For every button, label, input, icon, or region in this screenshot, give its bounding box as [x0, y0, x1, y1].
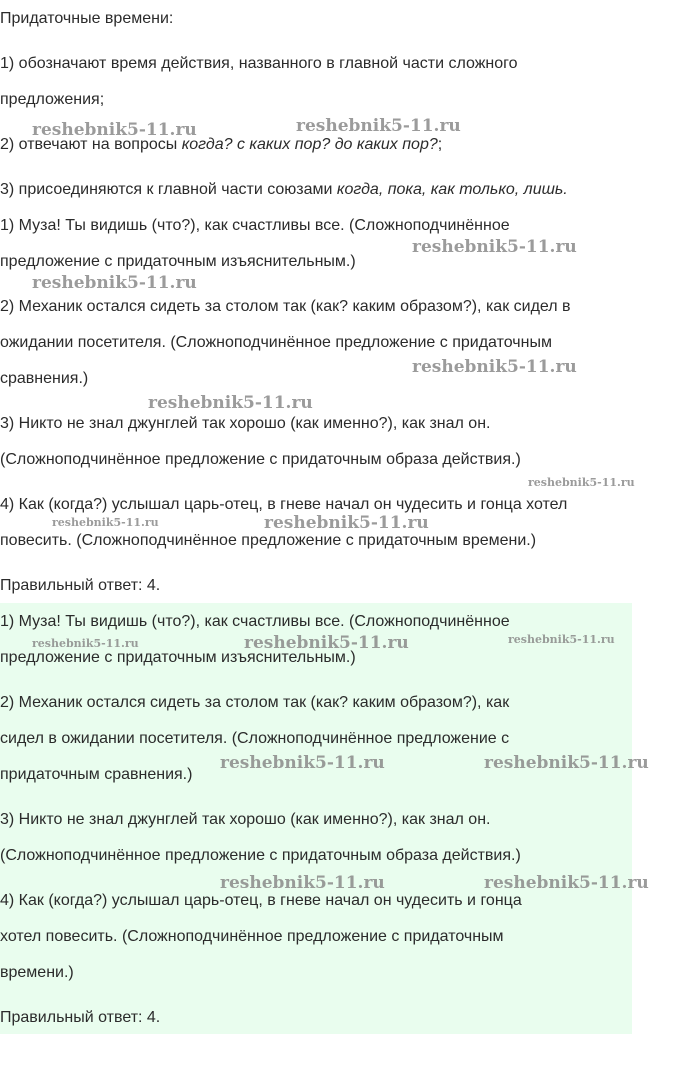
- answer-box-s2-line-1: 2) Механик остался сидеть за столом так (как? каким образом?), как: [0, 694, 510, 711]
- analysis-s1-line-2: предложение с придаточным изъяснительным.): [0, 253, 356, 270]
- watermark: reshebnik5-11.ru: [32, 273, 197, 293]
- answer-box-s2-line-3: придаточным сравнения.): [0, 766, 193, 783]
- watermark: reshebnik5-11.ru: [528, 476, 635, 489]
- answer-box-answer: Правильный ответ: 4.: [0, 1009, 161, 1026]
- watermark: reshebnik5-11.ru: [484, 873, 649, 893]
- analysis-s2-line-3: сравнения.): [0, 370, 89, 387]
- analysis-s2-line-1: 2) Механик остался сидеть за столом так (как? каким образом?), как сидел в: [0, 298, 571, 315]
- analysis-s4-line-2: повесить. (Сложноподчинённое предложение с придаточным времени.): [0, 532, 537, 549]
- watermark: reshebnik5-11.ru: [412, 237, 577, 257]
- watermark: reshebnik5-11.ru: [412, 357, 577, 377]
- analysis-s4-line-1: 4) Как (когда?) услышал царь-отец, в гневе начал он чудесить и гонца хотел: [0, 496, 568, 513]
- theory-point-2-questions: когда? с каких пор? до каких пор?: [181, 136, 438, 153]
- theory-point-1-line-2: предложения;: [0, 91, 105, 108]
- watermark: reshebnik5-11.ru: [484, 753, 649, 773]
- analysis-s3-line-2: (Сложноподчинённое предложение с придаточным образа действия.): [0, 451, 521, 468]
- watermark: reshebnik5-11.ru: [264, 513, 429, 533]
- watermark: reshebnik5-11.ru: [296, 116, 461, 136]
- watermark: reshebnik5-11.ru: [244, 633, 409, 653]
- answer-box-s3-line-2: (Сложноподчинённое предложение с придаточным образа действия.): [0, 847, 521, 864]
- analysis-answer: Правильный ответ: 4.: [0, 577, 161, 594]
- answer-box-s1-line-2: предложение с придаточным изъяснительным.): [0, 649, 356, 666]
- theory-point-3: [0, 180, 568, 200]
- answer-box-s4-line-3: времени.): [0, 964, 74, 981]
- theory-point-3-text: 3) присоединяются к главной части союзами: [0, 181, 337, 198]
- watermark: reshebnik5-11.ru: [220, 753, 385, 773]
- answer-box-s1-line-1: 1) Муза! Ты видишь (что?), как счастливы все. (Сложноподчинённое: [0, 613, 510, 630]
- analysis-s1-line-1: 1) Муза! Ты видишь (что?), как счастливы все. (Сложноподчинённое: [0, 217, 510, 234]
- analysis-s3-line-1: 3) Никто не знал джунглей так хорошо (как именно?), как знал он.: [0, 415, 491, 432]
- watermark: reshebnik5-11.ru: [52, 516, 159, 529]
- watermark: reshebnik5-11.ru: [32, 120, 197, 140]
- theory-point-2-text: 2) отвечают на вопросы: [0, 136, 182, 153]
- watermark: reshebnik5-11.ru: [32, 637, 139, 650]
- watermark: reshebnik5-11.ru: [508, 633, 615, 646]
- theory-title: Придаточные времени:: [0, 10, 174, 27]
- answer-box-s3-line-1: 3) Никто не знал джунглей так хорошо (как именно?), как знал он.: [0, 811, 491, 828]
- answer-box-s4-line-2: хотел повесить. (Сложноподчинённое предложение с придаточным: [0, 928, 504, 945]
- analysis-s2-line-2: ожидании посетителя. (Сложноподчинённое предложение с придаточным: [0, 334, 552, 351]
- answer-box-s2-line-2: сидел в ожидании посетителя. (Сложноподчинённое предложение с: [0, 730, 510, 747]
- watermark: reshebnik5-11.ru: [220, 873, 385, 893]
- theory-point-3-conjunctions: когда, пока, как только, лишь.: [336, 181, 568, 198]
- theory-point-1-line-1: 1) обозначают время действия, названного в главной части сложного: [0, 55, 518, 72]
- theory-point-2-end: ;: [437, 136, 443, 153]
- answer-box-s4-line-1: 4) Как (когда?) услышал царь-отец, в гневе начал он чудесить и гонца: [0, 892, 522, 909]
- watermark: reshebnik5-11.ru: [148, 393, 313, 413]
